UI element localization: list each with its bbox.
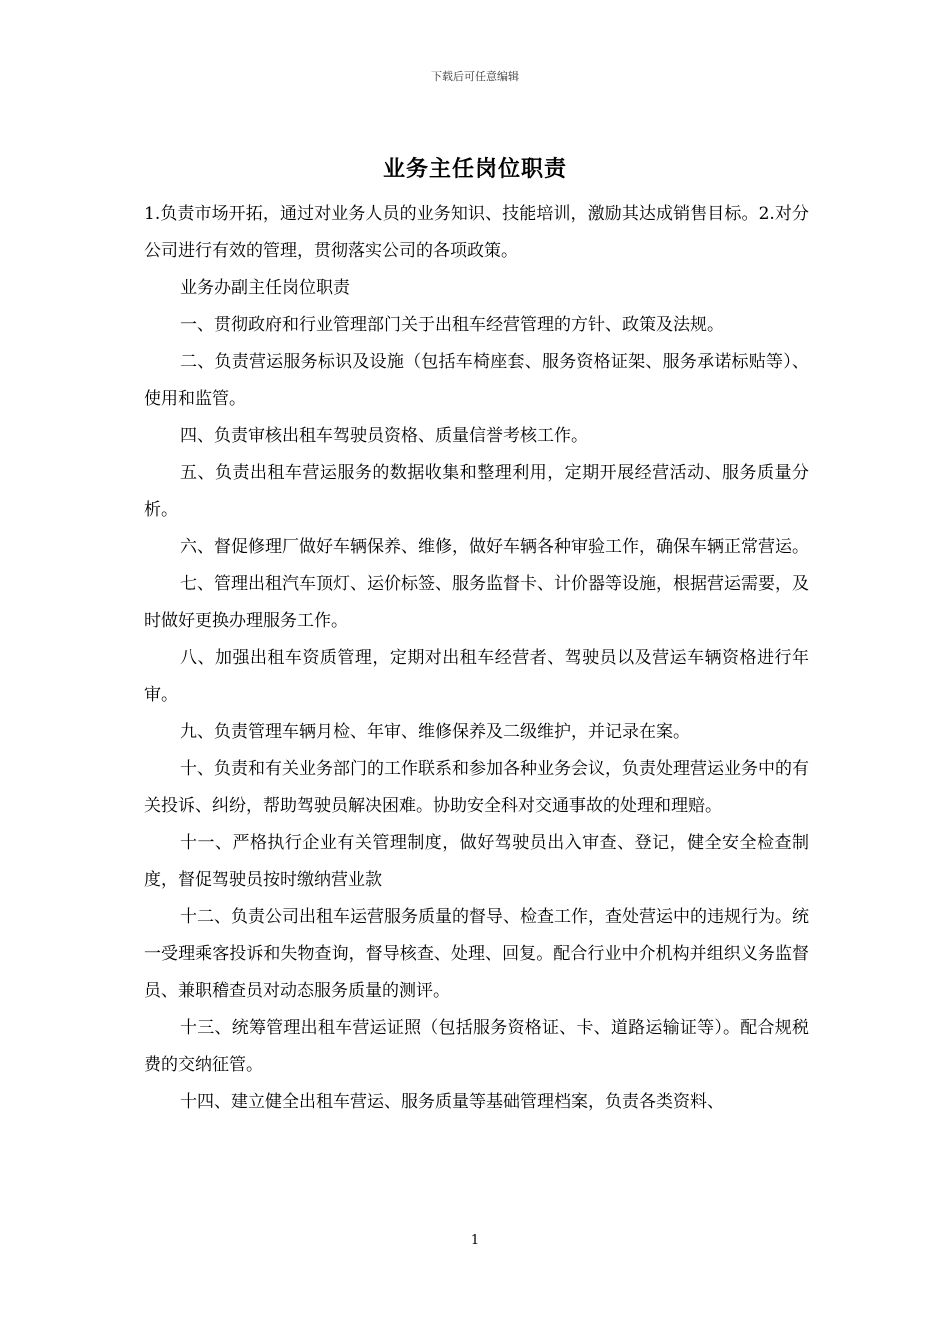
paragraph-intro: 1.负责市场开拓，通过对业务人员的业务知识、技能培训，激励其达成销售目标。2.对分公司进行有效的管理，贯彻落实公司的各项政策。 [144,204,809,261]
duty-item-2: 二、负责营运服务标识及设施（包括车椅座套、服务资格证架、服务承诺标贴等）、使用和监管。 [144,352,809,409]
duty-item-1: 一、贯彻政府和行业管理部门关于出租车经营管理的方针、政策及法规。 [180,315,724,335]
page-number: 1 [470,1233,480,1248]
duty-item-7: 七、管理出租汽车顶灯、运价标签、服务监督卡、计价器等设施，根据营运需要，及时做好更换办理服务工作。 [144,574,809,631]
duty-item-8: 八、加强出租车资质管理，定期对出租车经营者、驾驶员以及营运车辆资格进行年审。 [144,648,809,705]
document-body [144,196,809,1121]
duty-item-9: 九、负责管理车辆月检、年审、维修保养及二级维护，并记录在案。 [180,722,690,742]
duty-item-10: 十、负责和有关业务部门的工作联系和参加各种业务会议，负责处理营运业务中的有关投诉、纠纷，帮助驾驶员解决困难。协助安全科对交通事故的处理和理赔。 [144,759,809,816]
duty-item-14: 十四、建立健全出租车营运、服务质量等基础管理档案，负责各类资料、 [180,1092,724,1112]
duty-item-4: 四、负责审核出租车驾驶员资格、质量信誉考核工作。 [180,426,588,446]
duty-item-6: 六、督促修理厂做好车辆保养、维修，做好车辆各种审验工作，确保车辆正常营运。 [180,537,809,557]
document-title: 业务主任岗位职责 [382,156,567,182]
page-header-note: 下载后可任意编辑 [431,70,519,83]
duty-item-12: 十二、负责公司出租车运营服务质量的督导、检查工作，查处营运中的违规行为。统一受理乘客投诉和失物查询，督导核查、处理、回复。配合行业中介机构并组织义务监督员、兼职稽查员对动态服务质量的测评。 [144,907,809,1001]
section-heading-deputy-director: 业务办副主任岗位职责 [180,278,350,298]
duty-item-11: 十一、严格执行企业有关管理制度，做好驾驶员出入审查、登记，健全安全检查制度，督促驾驶员按时缴纳营业款 [144,833,809,890]
duty-item-5: 五、负责出租车营运服务的数据收集和整理利用，定期开展经营活动、服务质量分析。 [144,463,809,520]
duty-item-13: 十三、统筹管理出租车营运证照（包括服务资格证、卡、道路运输证等）。配合规税费的交纳征管。 [144,1018,809,1075]
